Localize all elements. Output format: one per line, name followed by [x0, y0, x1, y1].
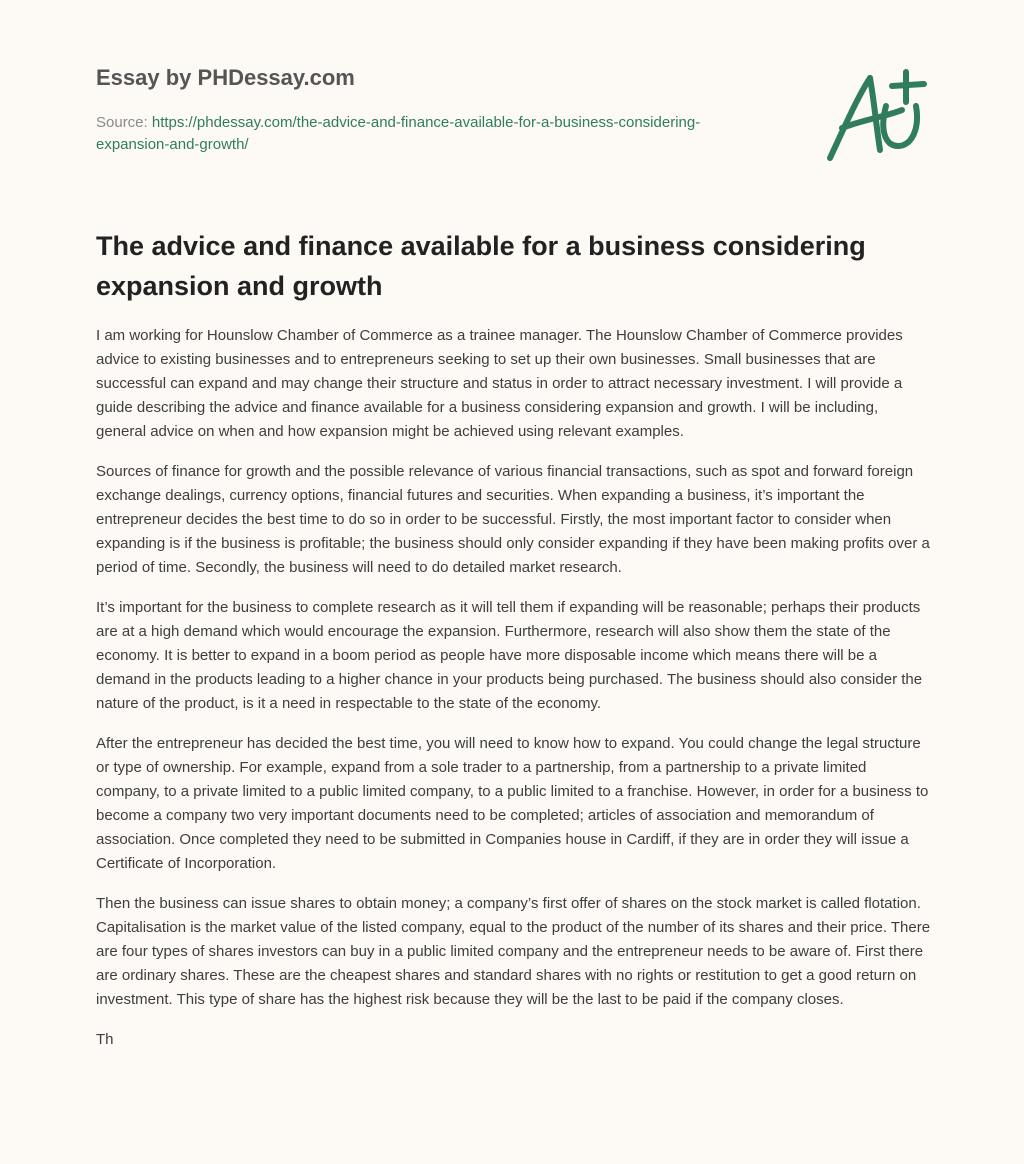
paragraph: Then the business can issue shares to obtain money; a company’s first offer of shares on the stock market is called flotation. Capitalisation is the market value of the listed company, equal to the product of the number of its shares and their price. There are four types of shares investors can buy in a public limited company and the entrepreneur needs to be aware of. First there are ordinary shares. These are the cheapest shares and standard shares with no rights or restitution to get a good return on investment. This type of share has the highest risk because they will be the last to be paid if the company closes.	[96, 895, 931, 1008]
source-label: Source:	[96, 114, 152, 131]
site-brand: Essay by PHDessay.com	[96, 65, 355, 90]
article-body	[96, 324, 932, 1068]
a-plus-logo-icon	[818, 66, 930, 166]
paragraph: I am working for Hounslow Chamber of Commerce as a trainee manager. The Hounslow Chamber of Commerce provides advice to existing businesses and to entrepreneurs seeking to set up their own businesses. Small businesses that are successful can expand and may change their structure and status in order to attract necessary investment. I will provide a guide describing the advice and finance available for a business considering expansion and growth. I will be including, general advice on when and how expansion might be achieved using relevant examples.	[96, 327, 903, 440]
source-link[interactable]: https://phdessay.com/the-advice-and-finance-available-for-a-business-considering-expansion-and-growth/	[96, 114, 701, 153]
paragraph-truncated: Th	[96, 1031, 114, 1048]
article-title: The advice and finance available for a business considering expansion and growth	[96, 231, 866, 301]
paragraph: It’s important for the business to complete research as it will tell them if expanding will be reasonable; perhaps their products are at a high demand which would encourage the expansion. Furthermore, research will also show them the state of the economy. It is better to expand in a boom period as people have more disposable income which means there will be a demand in the products leading to a higher chance in your products being purchased. The business should also consider the nature of the product, is it a need in respectable to the state of the economy.	[96, 599, 923, 712]
paragraph: Sources of finance for growth and the possible relevance of various financial transactions, such as spot and forward foreign exchange dealings, currency options, financial futures and securities. When expanding a business, it’s important the entrepreneur decides the best time to do so in order to be successful. Firstly, the most important factor to consider when expanding is if the business is profitable; the business should only consider expanding if they have been making profits over a period of time. Secondly, the business will need to do detailed market research.	[96, 463, 930, 576]
paragraph: After the entrepreneur has decided the best time, you will need to know how to expand. You could change the legal structure or type of ownership. For example, expand from a sole trader to a partnership, from a partnership to a private limited company, to a private limited to a public limited company, to a public limited to a franchise. However, in order for a business to become a company two very important documents need to be completed; articles of association and memorandum of association. Once completed they need to be submitted in Companies house in Cardiff, if they are in order they will issue a Certificate of Incorporation.	[96, 735, 929, 872]
source-line	[96, 112, 736, 156]
